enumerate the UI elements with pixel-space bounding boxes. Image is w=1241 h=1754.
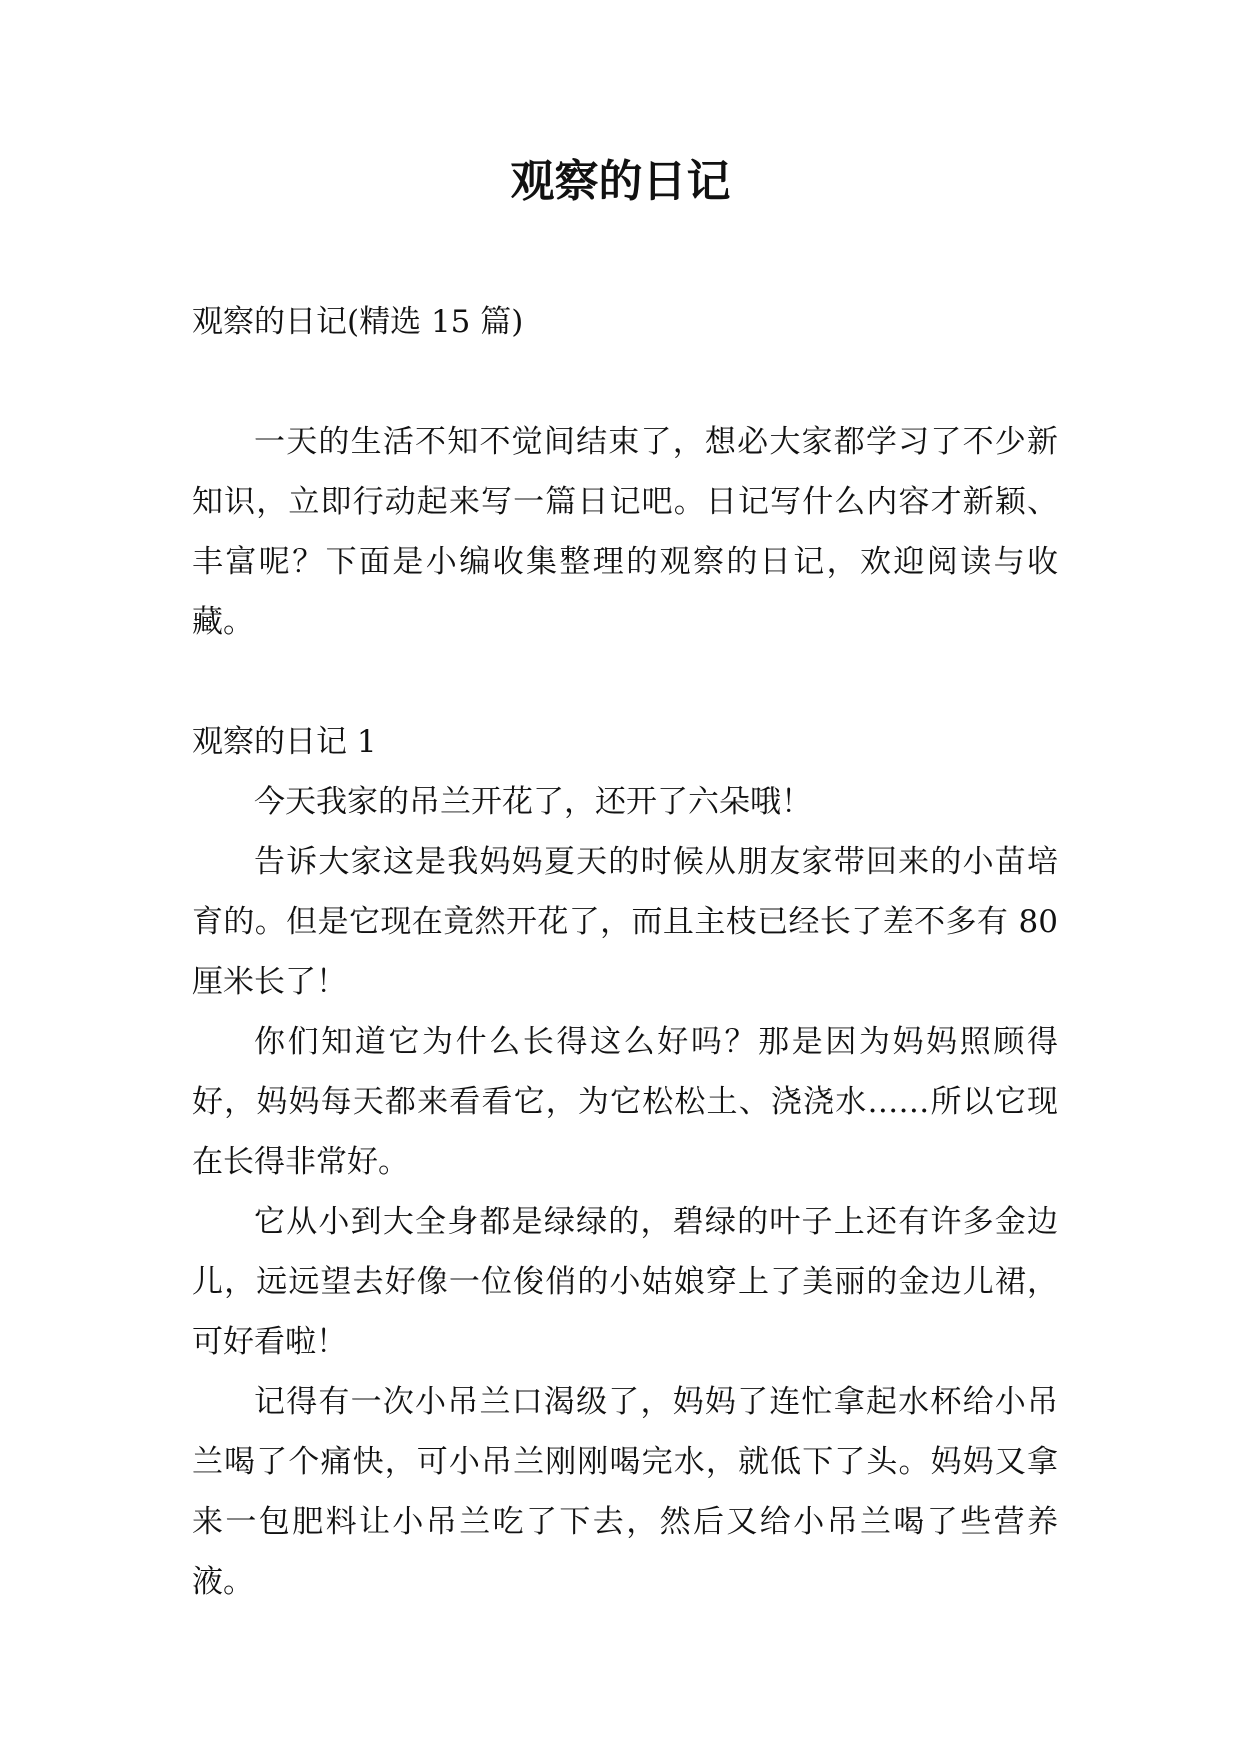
body-paragraph: 告诉大家这是我妈妈夏天的时候从朋友家带回来的小苗培育的。但是它现在竟然开花了，而且主枝已经长了差不多有 80 厘米长了！ [192,844,1058,1000]
body-paragraph: 你们知道它为什么长得这么好吗？那是因为妈妈照顾得好，妈妈每天都来看看它，为它松松土、浇浇水……所以它现在长得非常好。 [192,1024,1058,1180]
document-subtitle: 观察的日记(精选 15 篇) [192,304,524,340]
intro-paragraph: 一天的生活不知不觉间结束了，想必大家都学习了不少新知识，立即行动起来写一篇日记吧。日记写什么内容才新颖、丰富呢？下面是小编收集整理的观察的日记，欢迎阅读与收藏。 [192,424,1058,640]
body-paragraph: 今天我家的吊兰开花了，还开了六朵哦！ [254,784,812,820]
document-title: 观察的日记 [510,156,731,207]
section-heading: 观察的日记 1 [192,724,377,760]
body-paragraph: 它从小到大全身都是绿绿的，碧绿的叶子上还有许多金边儿，远远望去好像一位俊俏的小姑娘穿上了美丽的金边儿裙，可好看啦！ [192,1204,1058,1360]
body-paragraph: 记得有一次小吊兰口渴级了，妈妈了连忙拿起水杯给小吊兰喝了个痛快，可小吊兰刚刚喝完水，就低下了头。妈妈又拿来一包肥料让小吊兰吃了下去，然后又给小吊兰喝了些营养液。 [192,1384,1058,1600]
document-body [192,292,1058,1612]
